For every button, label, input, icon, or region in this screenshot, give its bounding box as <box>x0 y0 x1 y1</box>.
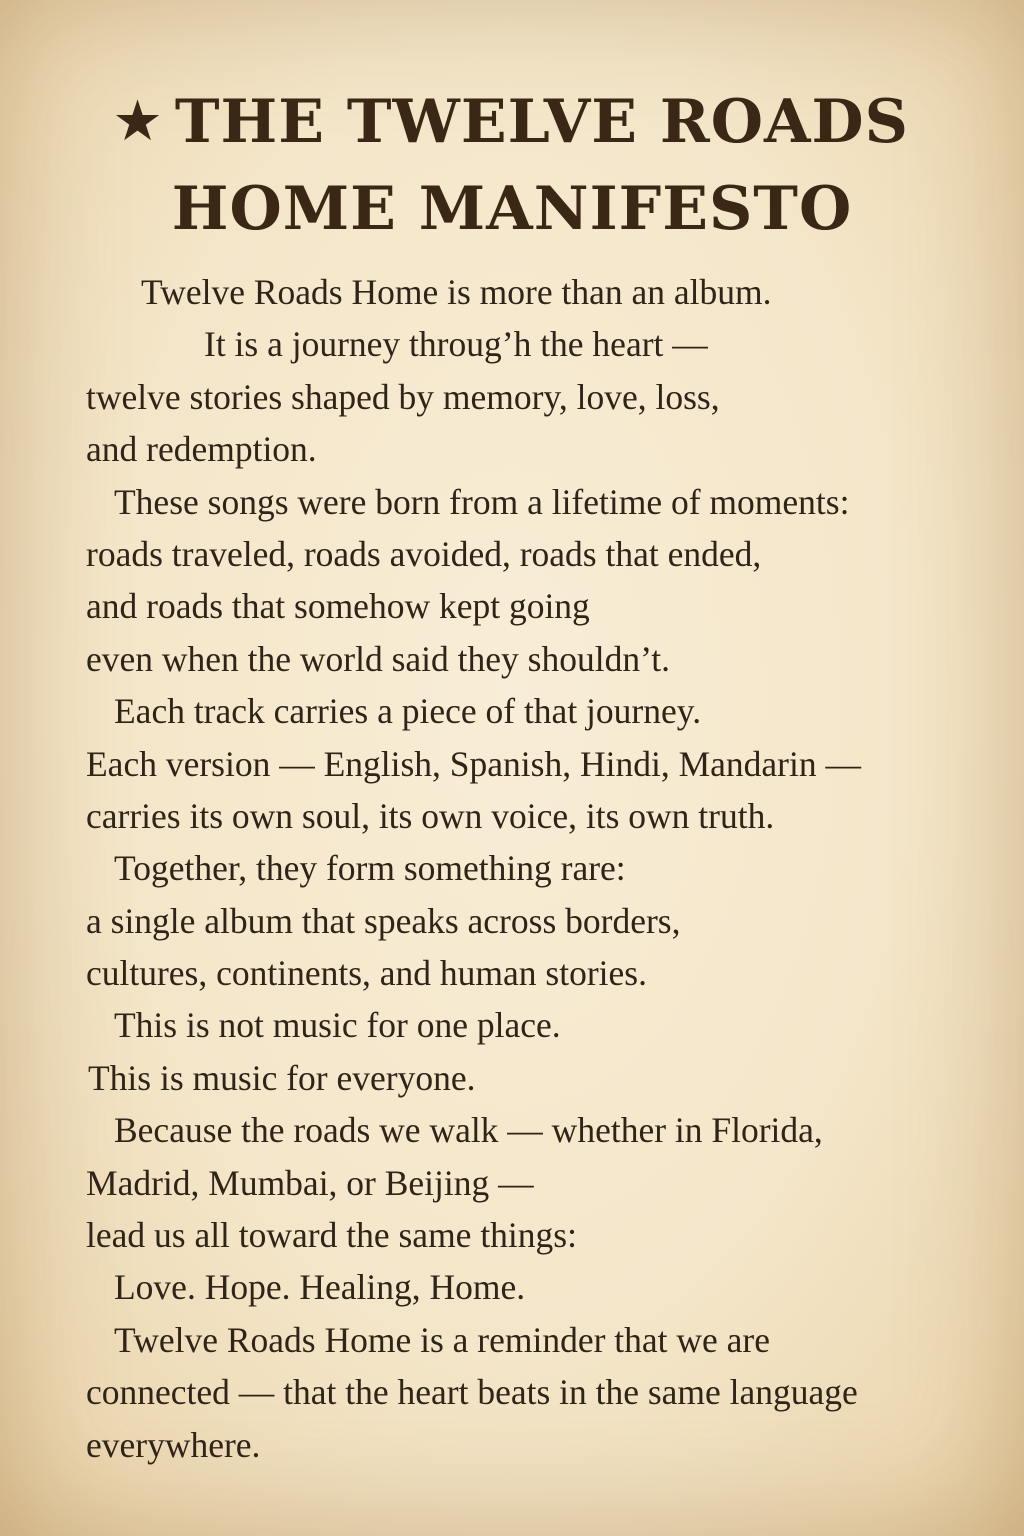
manifesto-title <box>0 80 1024 251</box>
body-line: roads traveled, roads avoided, roads that ended, <box>86 533 762 574</box>
body-line: Because the roads we walk — whether in Florida, <box>114 1110 823 1151</box>
title-text-1: THE TWELVE ROADS <box>174 87 909 157</box>
star-icon: ★ <box>115 91 161 150</box>
body-line: even when the world said they shouldn’t. <box>86 638 670 679</box>
body-line: Each version — English, Spanish, Hindi, Mandarin — <box>86 743 861 784</box>
body-line: These songs were born from a lifetime of moments: <box>114 481 850 522</box>
body-line: and redemption. <box>86 429 317 470</box>
body-line: cultures, continents, and human stories. <box>86 953 647 994</box>
body-line: carries its own soul, its own voice, its own truth. <box>86 795 775 836</box>
body-line: Twelve Roads Home is more than an album. <box>141 272 772 312</box>
body-line: This is not music for one place. <box>114 1005 561 1046</box>
body-line: everywhere. <box>86 1424 261 1465</box>
body-line: and roads that somehow kept going <box>86 586 590 627</box>
body-line: It is a journey throug’h the heart — <box>204 324 708 365</box>
body-line: Each track carries a piece of that journey. <box>114 691 702 732</box>
body-line: Together, they form something rare: <box>114 848 626 889</box>
body-line: Madrid, Mumbai, or Beijing — <box>86 1162 534 1203</box>
body-line: Love. Hope. Healing, Home. <box>114 1267 526 1308</box>
body-line: lead us all toward the same things: <box>86 1215 577 1256</box>
body-line: a single album that speaks across borders, <box>86 900 681 941</box>
body-line: twelve stories shaped by memory, love, loss, <box>86 376 720 417</box>
manifesto-body <box>0 266 1024 1471</box>
body-line: This is music for everyone. <box>88 1057 476 1098</box>
title-line-1 <box>0 80 1024 167</box>
title-line-2: HOME MANIFESTO <box>171 174 853 244</box>
body-line: Twelve Roads Home is a reminder that we are <box>114 1319 771 1360</box>
body-line: connected — that the heart beats in the same language <box>86 1372 858 1413</box>
